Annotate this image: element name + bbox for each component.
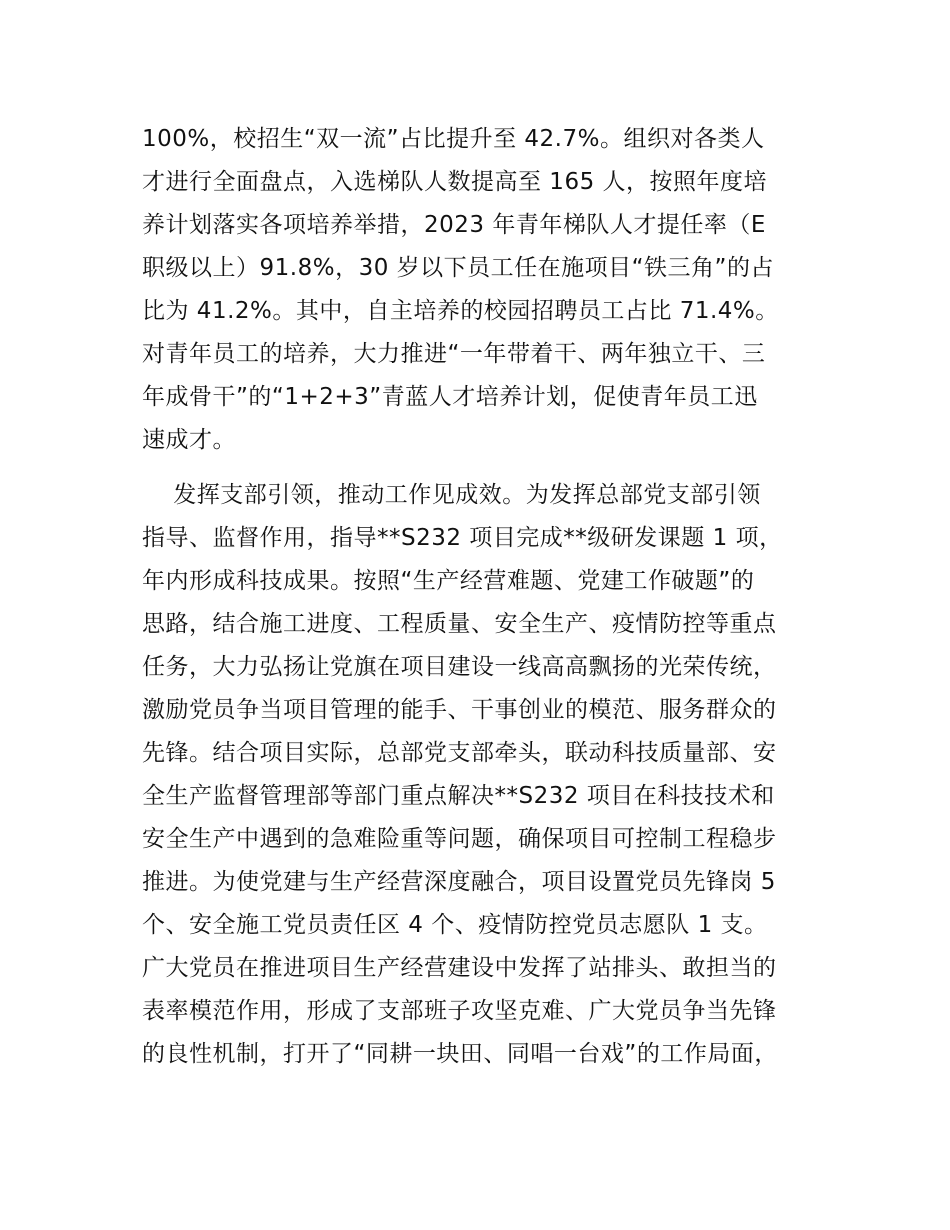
text-line: 发挥支部引领，推动工作见成效。为发挥总部党支部引领 (142, 482, 761, 508)
text-line: 才进行全面盘点，入选梯队人数提高至 165 人，按照年度培 (142, 169, 768, 195)
paragraph-talent-cultivation (142, 118, 842, 462)
text-line: 100%，校招生“双一流”占比提升至 42.7%。组织对各类人 (142, 126, 765, 152)
text-line: 先锋。结合项目实际，总部党支部牵头，联动科技质量部、安 (142, 740, 777, 766)
text-line: 速成才。 (142, 427, 236, 453)
text-line: 激励党员争当项目管理的能手、干事创业的模范、服务群众的 (142, 697, 777, 723)
text-line: 职级以上）91.8%，30 岁以下员工任在施项目“铁三角”的占 (142, 255, 774, 281)
text-line: 任务，大力弘扬让党旗在项目建设一线高高飘扬的光荣传统， (142, 654, 777, 680)
text-line: 的良性机制，打开了“同耕一块田、同唱一台戏”的工作局面， (142, 1041, 778, 1067)
text-line: 表率模范作用，形成了支部班子攻坚克难、广大党员争当先锋 (142, 998, 777, 1024)
text-line: 年内形成科技成果。按照“生产经营难题、党建工作破题”的 (142, 568, 755, 594)
paragraph-party-branch (142, 474, 842, 1076)
text-line: 比为 41.2%。其中，自主培养的校园招聘员工占比 71.4%。 (142, 298, 779, 324)
text-line: 推进。为使党建与生产经营深度融合，项目设置党员先锋岗 5 (142, 869, 776, 895)
text-line: 个、安全施工党员责任区 4 个、疫情防控党员志愿队 1 支。 (142, 912, 768, 938)
text-line: 年成骨干”的“1+2+3”青蓝人才培养计划，促使青年员工迅 (142, 384, 758, 410)
text-line: 养计划落实各项培养举措，2023 年青年梯队人才提任率（E (142, 212, 766, 238)
text-line: 全生产监督管理部等部门重点解决**S232 项目在科技技术和 (142, 783, 775, 809)
text-line: 对青年员工的培养，大力推进“一年带着干、两年独立干、三 (142, 341, 766, 367)
text-line: 指导、监督作用，指导**S232 项目完成**级研发课题 1 项， (142, 525, 783, 551)
text-line: 安全生产中遇到的急难险重等问题，确保项目可控制工程稳步 (142, 826, 777, 852)
text-line: 思路，结合施工进度、工程质量、安全生产、疫情防控等重点 (142, 611, 777, 637)
text-line: 广大党员在推进项目生产经营建设中发挥了站排头、敢担当的 (142, 955, 777, 981)
